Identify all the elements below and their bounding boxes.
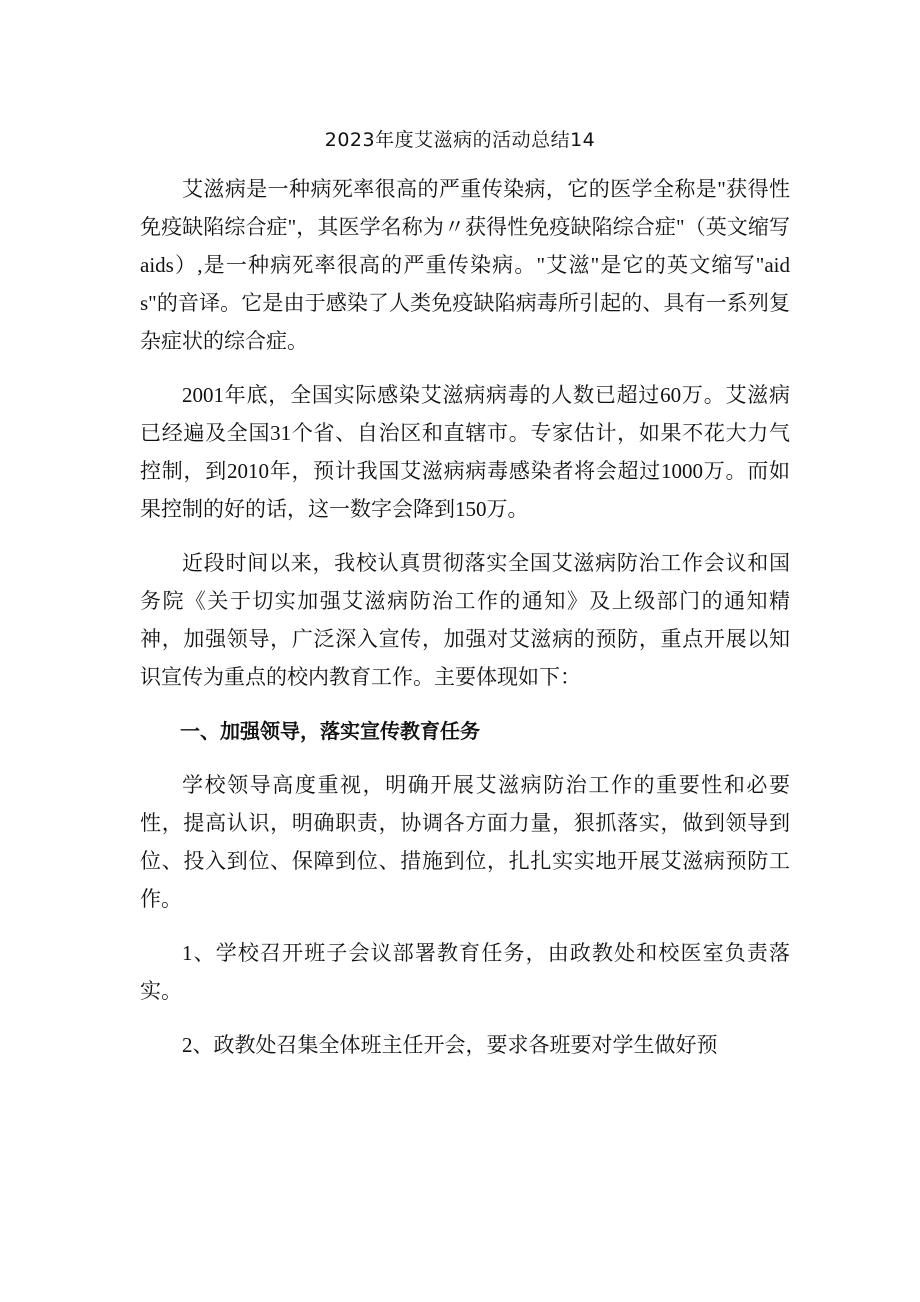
paragraph-leadership: 学校领导高度重视，明确开展艾滋病防治工作的重要性和必要性，提高认识，明确职责，协调各方面力量，狠抓落实，做到领导到位、投入到位、保障到位、措施到位，扎扎实实地开展艾滋病预防工作。 (140, 773, 790, 911)
paragraph-item-1: 1、学校召开班子会议部署教育任务，由政教处和校医室负责落实。 (140, 941, 790, 1003)
section-heading: 一、加强领导，落实宣传教育任务 (180, 719, 480, 743)
document-title: 2023年度艾滋病的活动总结14 (324, 129, 596, 151)
paragraph-statistics: 2001年底，全国实际感染艾滋病病毒的人数已超过60万。艾滋病已经遍及全国31个省、自治区和直辖市。专家估计，如果不花大力气控制，到2010年，预计我国艾滋病病毒感染者将会超过1000万。而如果控制的好的话，这一数字会降到150万。 (140, 383, 790, 521)
paragraph-school-work: 近段时间以来，我校认真贯彻落实全国艾滋病防治工作会议和国务院《关于切实加强艾滋病防治工作的通知》及上级部门的通知精神，加强领导，广泛深入宣传，加强对艾滋病的预防，重点开展以知识宣传为重点的校内教育工作。主要体现如下： (140, 551, 790, 689)
paragraph-intro: 艾滋病是一种病死率很高的严重传染病，它的医学全称是"获得性免疫缺陷综合症"，其医学名称为〃获得性免疫缺陷综合症"（英文缩写aids）,是一种病死率很高的严重传染病。"艾滋"是它的英文缩写"aids"的音译。它是由于感染了人类免疫缺陷病毒所引起的、具有一系列复杂症状的综合症。 (140, 177, 790, 353)
document-body (140, 170, 790, 1080)
paragraph-item-2: 2、政教处召集全体班主任开会，要求各班要对学生做好预 (182, 1033, 718, 1057)
